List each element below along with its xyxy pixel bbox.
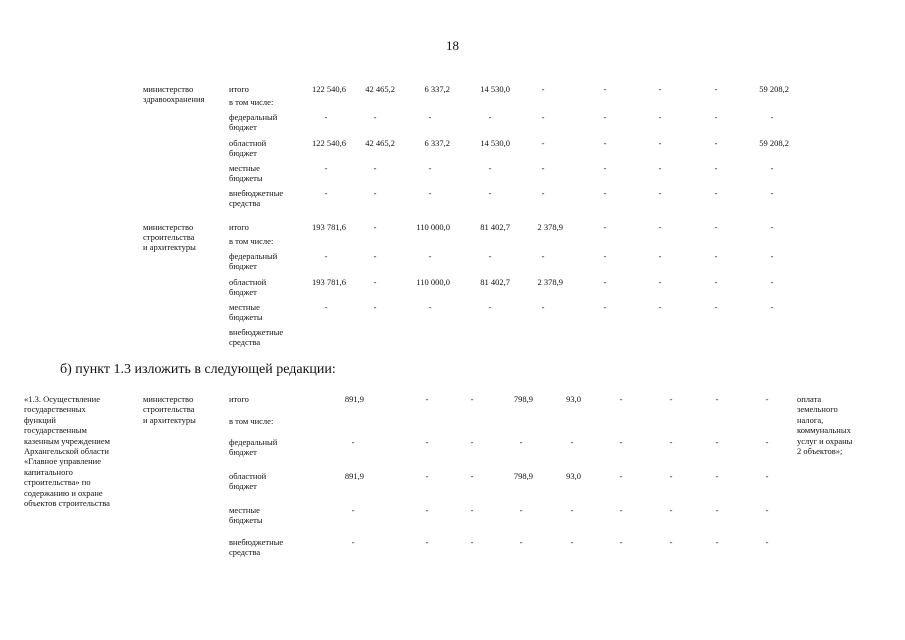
table-cell: - — [770, 302, 774, 312]
table-cell: - — [324, 251, 328, 261]
item-description: казенным учреждением — [24, 435, 110, 446]
result-description: оплата — [797, 394, 822, 404]
table-cell: - — [373, 163, 377, 173]
row-label: бюджеты — [229, 515, 263, 525]
ministry-name: министерство — [143, 394, 194, 404]
table-cell: - — [715, 505, 719, 515]
row-label: внебюджетные — [229, 537, 284, 547]
row-label: местные — [229, 302, 260, 312]
ministry-name: строительства — [143, 404, 195, 415]
table-cell: - — [658, 222, 662, 232]
table-cell: - — [570, 437, 574, 447]
table-cell: - — [425, 471, 429, 481]
row-label: федеральный — [229, 112, 278, 122]
table-cell: - — [373, 302, 377, 312]
table-cell: - — [324, 188, 328, 198]
table-cell: - — [603, 138, 607, 148]
row-label: местные — [229, 505, 260, 515]
table-cell: 891,9 — [344, 471, 364, 481]
ministry-name: и архитектуры — [143, 242, 196, 252]
table-cell: - — [603, 163, 607, 173]
table-cell: - — [541, 112, 545, 122]
table-cell: - — [541, 302, 545, 312]
row-label: федеральный — [229, 251, 278, 261]
table-cell: - — [765, 394, 769, 404]
item-description: государственных — [24, 404, 86, 415]
table-cell: - — [541, 251, 545, 261]
row-label: областной — [229, 277, 267, 287]
ministry-name: министерство — [143, 84, 194, 94]
table-cell: - — [428, 302, 432, 312]
table-cell: - — [770, 188, 774, 198]
table-cell: - — [715, 437, 719, 447]
table-cell: - — [351, 537, 355, 547]
table-cell: - — [715, 471, 719, 481]
row-label: бюджет — [229, 447, 257, 457]
table-cell: 2 378,9 — [537, 222, 563, 232]
table-cell: - — [669, 471, 673, 481]
section-b-heading: б) пункт 1.3 изложить в следующей редакции: — [60, 362, 336, 377]
table-cell: - — [715, 537, 719, 547]
table-cell: - — [669, 537, 673, 547]
table-cell: - — [619, 437, 623, 447]
row-label: внебюджетные — [229, 188, 284, 198]
ministry-name: здравоохранения — [143, 94, 205, 104]
ministry-name: и архитектуры — [143, 414, 196, 425]
table-cell: - — [428, 163, 432, 173]
table-cell: - — [428, 251, 432, 261]
row-label: бюджет — [229, 287, 257, 297]
table-cell: - — [373, 222, 377, 232]
table-cell: - — [714, 188, 718, 198]
table-cell: 193 781,6 — [312, 277, 346, 287]
table-cell: - — [658, 277, 662, 287]
table-cell: - — [541, 188, 545, 198]
row-label: средства — [229, 547, 261, 557]
table-cell: - — [619, 505, 623, 515]
table-cell: - — [488, 163, 492, 173]
table-cell: - — [603, 302, 607, 312]
row-label: местные — [229, 163, 260, 173]
item-description: объектов строительства — [24, 498, 110, 508]
row-label: итого — [229, 394, 249, 404]
row-label: бюджеты — [229, 312, 263, 322]
table-cell: - — [658, 251, 662, 261]
table-cell: - — [470, 505, 474, 515]
table-cell: 798,9 — [513, 471, 533, 481]
table-cell: - — [669, 437, 673, 447]
table-cell: - — [765, 505, 769, 515]
table-cell: - — [488, 188, 492, 198]
table-cell: - — [519, 537, 523, 547]
table-cell: - — [658, 188, 662, 198]
table-cell: - — [519, 505, 523, 515]
table-cell: - — [603, 222, 607, 232]
table-cell: - — [770, 277, 774, 287]
item-description: Архангельской области — [24, 446, 109, 456]
table-cell: - — [324, 163, 328, 173]
table-cell: - — [658, 302, 662, 312]
table-cell: 81 402,7 — [480, 222, 510, 232]
table-cell: - — [770, 222, 774, 232]
table-cell: - — [541, 163, 545, 173]
row-label: в том числе: — [229, 236, 274, 246]
table-cell: - — [428, 188, 432, 198]
table-cell: - — [658, 163, 662, 173]
table-cell: 193 781,6 — [312, 222, 346, 232]
table-cell: - — [373, 188, 377, 198]
table-cell: - — [669, 505, 673, 515]
page-number: 18 — [446, 38, 459, 53]
table-cell: 6 337,2 — [424, 84, 450, 94]
result-description: налога, — [797, 414, 824, 425]
table-cell: - — [714, 277, 718, 287]
table-cell: 891,9 — [344, 394, 364, 404]
item-description: государственным — [24, 425, 87, 436]
table-cell: - — [658, 84, 662, 94]
item-description: строительства» по — [24, 477, 91, 488]
table-cell: - — [425, 437, 429, 447]
table-cell: - — [351, 437, 355, 447]
table-cell: 81 402,7 — [480, 277, 510, 287]
table-cell: 42 465,2 — [365, 138, 395, 148]
table-cell: - — [765, 537, 769, 547]
row-label: внебюджетные — [229, 327, 284, 337]
table-cell: - — [570, 537, 574, 547]
table-cell: - — [770, 163, 774, 173]
table-cell: - — [658, 112, 662, 122]
table-cell: - — [373, 251, 377, 261]
ministry-name: строительства — [143, 232, 195, 242]
item-description: «1.3. Осуществление — [24, 394, 100, 404]
table-cell: - — [470, 437, 474, 447]
table-cell: - — [714, 302, 718, 312]
table-cell: - — [603, 251, 607, 261]
ministry-name: министерство — [143, 222, 194, 232]
table-cell: - — [470, 394, 474, 404]
item-description: капитального — [24, 466, 73, 477]
table-cell: 122 540,6 — [312, 138, 346, 148]
table-cell: - — [714, 112, 718, 122]
table-cell: - — [488, 251, 492, 261]
table-cell: - — [714, 222, 718, 232]
table-cell: - — [658, 138, 662, 148]
table-cell: 93,0 — [566, 471, 581, 481]
table-cell: - — [428, 112, 432, 122]
table-cell: - — [488, 302, 492, 312]
table-cell: - — [765, 471, 769, 481]
result-description: услуг и охраны — [797, 435, 853, 446]
table-cell: - — [669, 394, 673, 404]
table-cell: - — [714, 138, 718, 148]
item-description: функций — [24, 414, 56, 425]
table-cell: - — [541, 84, 545, 94]
result-description: коммунальных — [797, 425, 851, 436]
table-cell: - — [570, 505, 574, 515]
table-cell: 59 208,2 — [759, 138, 789, 148]
row-label: бюджет — [229, 122, 257, 132]
table-cell: - — [714, 84, 718, 94]
table-cell: - — [714, 251, 718, 261]
table-cell: - — [470, 537, 474, 547]
table-cell: - — [765, 437, 769, 447]
table-cell: - — [425, 537, 429, 547]
table-cell: - — [770, 251, 774, 261]
table-cell: - — [425, 505, 429, 515]
table-cell: - — [425, 394, 429, 404]
row-label: в том числе: — [229, 416, 274, 426]
table-cell: - — [324, 302, 328, 312]
table-cell: - — [603, 277, 607, 287]
table-cell: - — [488, 112, 492, 122]
table-cell: - — [770, 112, 774, 122]
table-cell: - — [603, 112, 607, 122]
row-label: бюджеты — [229, 173, 263, 183]
row-label: средства — [229, 337, 261, 347]
table-cell: 42 465,2 — [365, 84, 395, 94]
table-cell: 122 540,6 — [312, 84, 346, 94]
table-cell: - — [714, 163, 718, 173]
table-cell: 14 530,0 — [480, 138, 510, 148]
row-label: средства — [229, 198, 261, 208]
row-label: областной — [229, 471, 267, 481]
table-cell: - — [470, 471, 474, 481]
table-cell: 110 000,0 — [416, 277, 450, 287]
table-cell: - — [519, 437, 523, 447]
row-label: бюджет — [229, 481, 257, 491]
table-cell: - — [619, 471, 623, 481]
item-description: «Главное управление — [24, 456, 101, 467]
table-cell: - — [619, 394, 623, 404]
row-label: бюджет — [229, 261, 257, 271]
row-label: итого — [229, 84, 249, 94]
table-cell: - — [541, 138, 545, 148]
table-cell: 59 208,2 — [759, 84, 789, 94]
item-description: содержанию и охране — [24, 487, 103, 498]
table-cell: 93,0 — [566, 394, 581, 404]
row-label: федеральный — [229, 437, 278, 447]
table-cell: 14 530,0 — [480, 84, 510, 94]
result-description: земельного — [797, 404, 838, 415]
table-cell: - — [324, 112, 328, 122]
table-cell: - — [715, 394, 719, 404]
table-cell: - — [619, 537, 623, 547]
table-cell: - — [351, 505, 355, 515]
table-cell: 110 000,0 — [416, 222, 450, 232]
table-cell: 6 337,2 — [424, 138, 450, 148]
table-cell: - — [373, 112, 377, 122]
table-cell: - — [603, 188, 607, 198]
row-label: итого — [229, 222, 249, 232]
table-cell: 2 378,9 — [537, 277, 563, 287]
table-cell: - — [373, 277, 377, 287]
row-label: областной — [229, 138, 267, 148]
row-label: в том числе: — [229, 97, 274, 107]
table-cell: - — [603, 84, 607, 94]
result-description: 2 объектов»; — [797, 446, 843, 456]
row-label: бюджет — [229, 148, 257, 158]
table-cell: 798,9 — [513, 394, 533, 404]
